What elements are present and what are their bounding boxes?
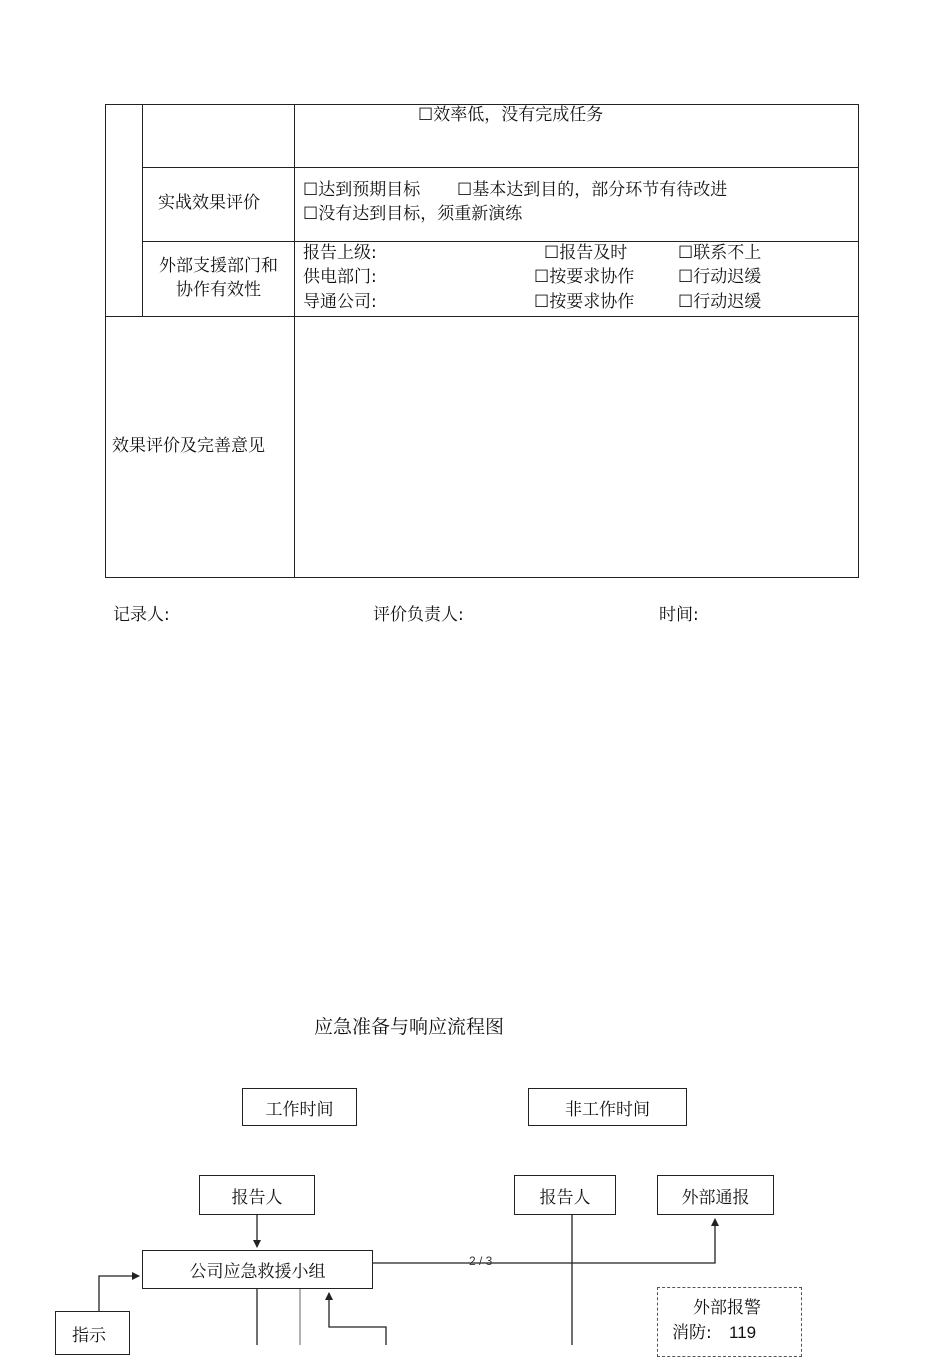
row3-item-name: 报告上级: bbox=[303, 243, 377, 263]
row2-option-partial: ☐基本达到目的，部分环节有待改进 bbox=[457, 180, 728, 200]
page-number: 2 / 3 bbox=[469, 1254, 493, 1268]
row3-item-opt2: ☐联系不上 bbox=[678, 243, 762, 263]
time-label: 时间: bbox=[659, 605, 699, 625]
row2-option-achieved: ☐达到预期目标 bbox=[303, 180, 421, 200]
row3-item-opt1: ☐报告及时 bbox=[544, 243, 628, 263]
external-alarm-title: 外部报警 bbox=[693, 1298, 761, 1318]
row3-item-name: 供电部门: bbox=[303, 267, 377, 287]
fire-number: 119 bbox=[729, 1323, 757, 1342]
row2-option-failed: ☐没有达到目标，须重新演练 bbox=[303, 204, 523, 224]
row3-item-opt1: ☐按要求协作 bbox=[534, 292, 635, 312]
row3-item-opt2: ☐行动迟缓 bbox=[678, 292, 762, 312]
row4-label: 效果评价及完善意见 bbox=[112, 436, 265, 456]
non-work-time-label: 非工作时间 bbox=[565, 1099, 650, 1120]
reporter-right-label: 报告人 bbox=[539, 1187, 591, 1208]
row2-label: 实战效果评价 bbox=[158, 193, 260, 213]
reporter-left-label: 报告人 bbox=[231, 1187, 283, 1208]
row3-item-opt1: ☐按要求协作 bbox=[534, 267, 635, 287]
recorder-label: 记录人: bbox=[113, 605, 170, 625]
company-team-label: 公司应急救援小组 bbox=[189, 1262, 326, 1282]
row3-label-line2: 协作有效性 bbox=[176, 280, 261, 300]
row3-label-line1: 外部支援部门和 bbox=[159, 256, 278, 276]
external-notify-label: 外部通报 bbox=[681, 1187, 750, 1208]
evaluator-label: 评价负责人: bbox=[373, 605, 464, 625]
arrow-feedback-to-team bbox=[329, 1293, 386, 1345]
work-time-label: 工作时间 bbox=[265, 1099, 334, 1120]
flowchart-title: 应急准备与响应流程图 bbox=[314, 1016, 505, 1038]
row3-item-opt2: ☐行动迟缓 bbox=[678, 267, 762, 287]
arrow-team-to-external bbox=[373, 1219, 715, 1263]
arrow-instruction-to-team bbox=[99, 1276, 139, 1311]
instruction-label: 指示 bbox=[72, 1325, 106, 1346]
row1-content: ☐效率低，没有完成任务 bbox=[418, 105, 604, 125]
row3-item-name: 导通公司: bbox=[303, 292, 377, 312]
fire-label: 消防: bbox=[672, 1323, 712, 1343]
